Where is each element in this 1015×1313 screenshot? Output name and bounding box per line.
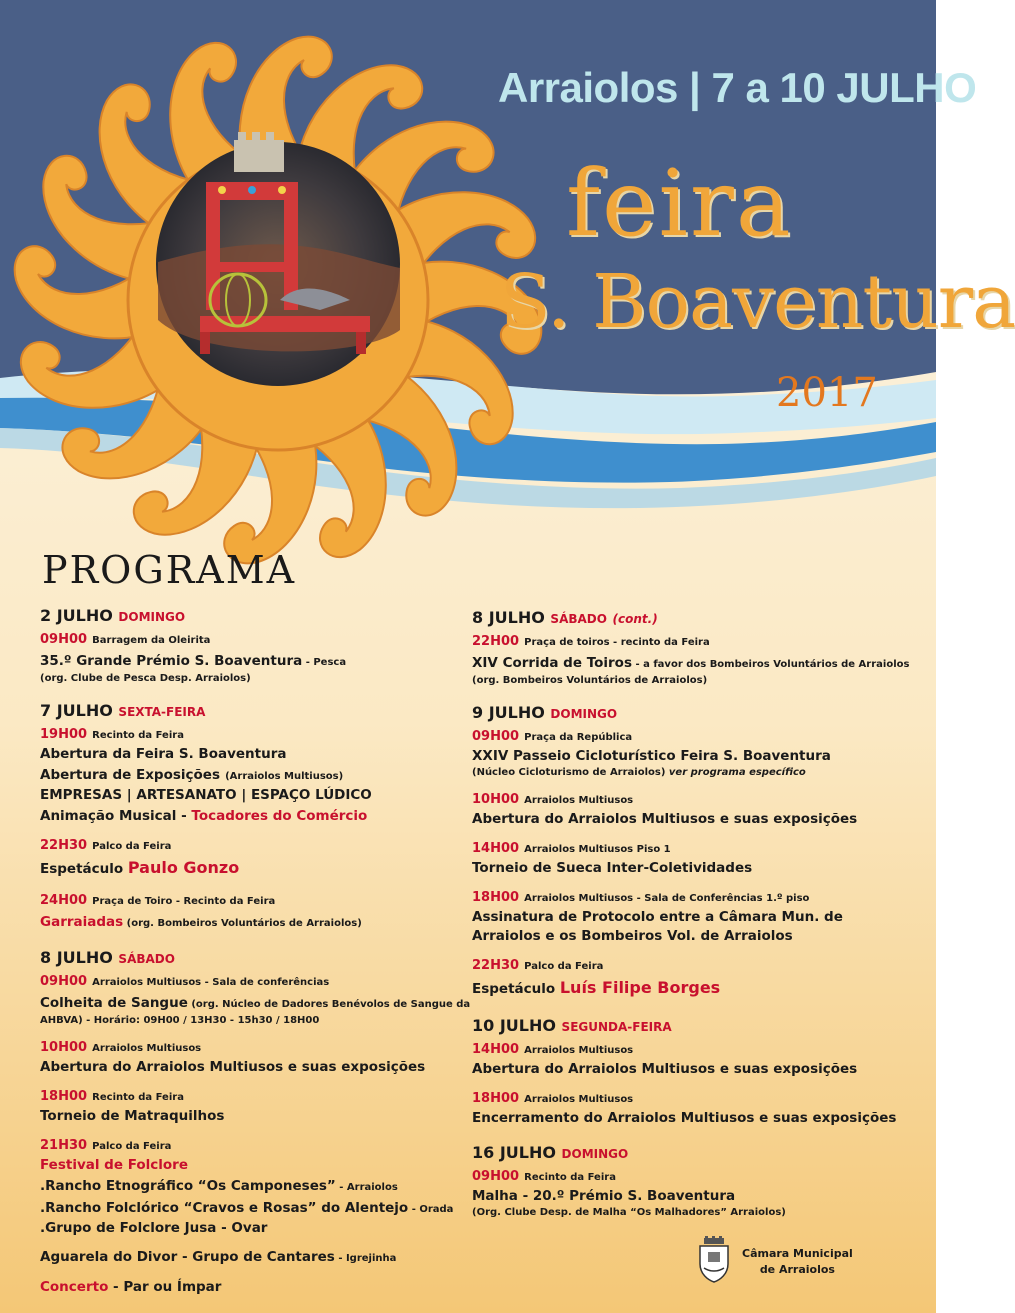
day-heading: 9 JULHO DOMINGO (472, 703, 618, 722)
event-time: 09H00 Arraiolos Multiusos - Sala de conferências (40, 974, 330, 989)
event-title: Malha - 20.º Prémio S. Boaventura (472, 1188, 736, 1204)
event-title: Espetáculo Paulo Gonzo (40, 858, 240, 877)
event-org: (org. Clube de Pesca Desp. Arraiolos) (40, 673, 251, 684)
title-boaventura: S. Boaventura (500, 259, 1015, 345)
program-right-column (472, 608, 912, 1227)
folk-group: .Rancho Etnográfico “Os Camponeses” - Arraiolos (40, 1178, 398, 1194)
event-time: 18H00 Recinto da Feira (40, 1089, 184, 1104)
event-org: AHBVA) - Horário: 09H00 / 13H30 - 15h30 / 18H00 (40, 1015, 320, 1026)
event-title: Arraiolos e os Bombeiros Vol. de Arraiolos (472, 928, 793, 944)
event-title: Abertura do Arraiolos Multiusos e suas exposições (472, 811, 858, 827)
folk-group: Aguarela do Divor - Grupo de Cantares - Igrejinha (40, 1249, 397, 1265)
program-heading: PROGRAMA (42, 548, 297, 592)
event-org: (Núcleo Cicloturismo de Arraiolos) ver programa específico (472, 767, 806, 778)
event-title: Garraiadas (org. Bombeiros Voluntários de Arraiolos) (40, 914, 362, 930)
event-time: 14H00 Arraiolos Multiusos Piso 1 (472, 841, 671, 856)
event-title: Animação Musical - Tocadores do Comércio (40, 808, 368, 824)
event-title: Assinatura de Protocolo entre a Câmara Mun. de (472, 909, 843, 925)
event-title: Abertura do Arraiolos Multiusos e suas exposições (472, 1061, 858, 1077)
day-heading: 8 JULHO SÁBADO (40, 948, 175, 967)
event-time: 10H00 Arraiolos Multiusos (40, 1040, 202, 1055)
event-title: Abertura de Exposições (Arraiolos Multiusos) (40, 767, 344, 783)
event-title: Colheita de Sangue (org. Núcleo de Dadores Benévolos de Sangue da (40, 995, 471, 1011)
title-feira: feira (566, 150, 793, 257)
program-left-column (40, 606, 471, 1304)
folk-group: .Grupo de Folclore Jusa - Ovar (40, 1220, 268, 1236)
event-title: Abertura do Arraiolos Multiusos e suas exposições (40, 1059, 426, 1075)
header-location-dates: Arraiolos | 7 a 10 JULHO (498, 64, 977, 111)
event-title: Festival de Folclore (40, 1157, 188, 1173)
event-title: Torneio de Sueca Inter-Coletividades (472, 860, 753, 876)
event-time: 09H00 Barragem da Oleirita (40, 632, 211, 647)
event-time: 22H30 Palco da Feira (40, 838, 172, 853)
day-block (472, 1143, 912, 1220)
event-time: 18H00 Arraiolos Multiusos - Sala de Conferências 1.º piso (472, 890, 810, 905)
day-block (40, 701, 460, 933)
event-title: 35.º Grande Prémio S. Boaventura - Pesca (40, 653, 347, 669)
event-time: 14H00 Arraiolos Multiusos (472, 1042, 634, 1057)
day-heading: 7 JULHO SEXTA-FEIRA (40, 701, 206, 720)
event-time: 24H00 Praça de Toiro - Recinto da Feira (40, 893, 276, 908)
day-heading: 10 JULHO SEGUNDA-FEIRA (472, 1016, 672, 1035)
event-time: 22H30 Palco da Feira (472, 958, 604, 973)
title-year: 2017 (776, 370, 878, 416)
day-block (472, 608, 912, 688)
day-block (472, 703, 912, 1001)
event-title: XXIV Passeio Cicloturístico Feira S. Boaventura (472, 748, 831, 764)
event-time: 09H00 Praça da República (472, 729, 633, 744)
event-title: Torneio de Matraquilhos (40, 1108, 225, 1124)
day-heading: 8 JULHO SÁBADO (cont.) (472, 608, 658, 627)
event-title: Encerramento do Arraiolos Multiusos e suas exposições (472, 1110, 897, 1126)
event-time: 10H00 Arraiolos Multiusos (472, 792, 634, 807)
event-time: 09H00 Recinto da Feira (472, 1169, 616, 1184)
event-time: 21H30 Palco da Feira (40, 1138, 172, 1153)
coat-of-arms-icon (694, 1236, 734, 1282)
event-time: 22H00 Praça de toiros - recinto da Feira (472, 634, 710, 649)
event-title: Abertura da Feira S. Boaventura (40, 746, 287, 762)
municipality-footer (694, 1236, 894, 1286)
event-title: Concerto - Par ou Ímpar (40, 1279, 222, 1295)
event-org: (Org. Clube Desp. de Malha “Os Malhadores” Arraiolos) (472, 1207, 786, 1218)
day-block (472, 1016, 912, 1128)
day-heading: 2 JULHO DOMINGO (40, 606, 186, 625)
event-time: 19H00 Recinto da Feira (40, 727, 184, 742)
municipality-name: Câmara Municipal de Arraiolos (742, 1247, 853, 1276)
event-title: XIV Corrida de Toiros - a favor dos Bombeiros Voluntários de Arraiolos (472, 655, 910, 671)
day-heading: 16 JULHO DOMINGO (472, 1143, 629, 1162)
folk-group: .Rancho Folclórico “Cravos e Rosas” do Alentejo - Orada (40, 1200, 454, 1216)
event-time: 18H00 Arraiolos Multiusos (472, 1091, 634, 1106)
day-block (40, 606, 460, 686)
event-title: Espetáculo Luís Filipe Borges (472, 978, 721, 997)
day-block (40, 948, 471, 1297)
event-org: (org. Bombeiros Voluntários de Arraiolos) (472, 675, 708, 686)
event-title: EMPRESAS | ARTESANATO | ESPAÇO LÚDICO (40, 787, 372, 803)
